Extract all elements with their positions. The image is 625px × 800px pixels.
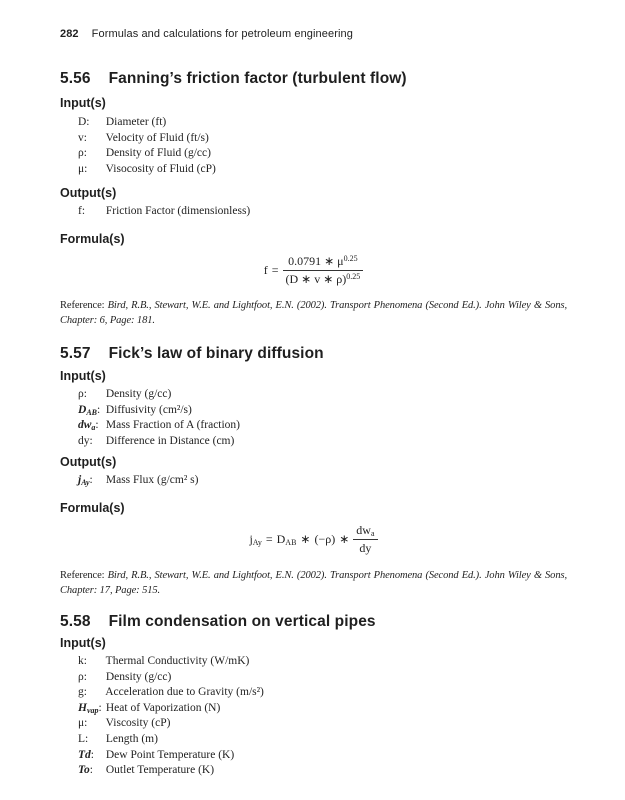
inputs-list (60, 115, 567, 177)
param-row (78, 654, 567, 670)
term-subscript: AB (285, 538, 297, 548)
param-row (78, 115, 567, 131)
outputs-label: Output(s) (60, 455, 117, 470)
formulas-label: Formula(s) (60, 500, 125, 515)
page-header (60, 28, 567, 40)
inputs-label: Input(s) (60, 635, 106, 650)
lhs-base: j (249, 532, 253, 547)
param-symbol (78, 473, 103, 489)
param-description: Mass Fraction of A (fraction) (105, 419, 241, 432)
section-5-56 (60, 69, 567, 328)
param-description: Viscosity (cP) (105, 717, 171, 730)
param-description: Diameter (ft) (105, 116, 167, 128)
section-title: Fick’s law of binary diffusion (108, 344, 324, 362)
param-symbol-colon: : (96, 403, 101, 416)
param-symbol-base: To (78, 764, 90, 777)
formulas-label: Formula(s) (60, 231, 125, 246)
fraction-numerator (353, 523, 377, 540)
section-5-58 (60, 612, 567, 779)
param-row (78, 146, 567, 162)
param-symbol-subscript: AB (86, 407, 97, 417)
param-row (78, 732, 567, 748)
param-symbol (78, 418, 103, 434)
reference-paragraph (60, 568, 567, 598)
fraction-denominator (283, 271, 364, 287)
multiply-operator: ∗ (339, 532, 350, 547)
param-symbol (78, 701, 103, 717)
numerator-exponent: 0.25 (343, 254, 358, 264)
section-title: Fanning’s friction factor (turbulent flow) (108, 70, 407, 87)
inputs-list (60, 654, 567, 779)
param-symbol (78, 763, 103, 779)
section-heading (60, 69, 567, 88)
param-description: Acceleration due to Gravity (m/s²) (105, 686, 264, 699)
param-description: Dew Point Temperature (K) (105, 748, 235, 761)
denominator-base: (D ∗ v ∗ ρ) (285, 272, 347, 287)
param-row (78, 131, 567, 147)
param-symbol-colon: : (98, 701, 102, 714)
param-row (78, 434, 567, 450)
param-symbol-subscript: a (91, 423, 96, 433)
equation-lhs: f (263, 263, 268, 278)
param-row (78, 418, 567, 434)
term-base: D (276, 532, 286, 547)
equals-sign: = (265, 532, 273, 547)
reference-paragraph (60, 298, 567, 328)
multiply-operator: ∗ (300, 532, 311, 547)
reference-label: Reference: (60, 299, 105, 311)
param-description: Length (m) (105, 732, 158, 745)
param-symbol-base: H (78, 701, 87, 714)
outputs-label: Output(s) (60, 186, 117, 201)
param-symbol-base: D: (78, 116, 90, 128)
param-symbol (78, 654, 103, 670)
param-symbol (78, 716, 103, 732)
equation (262, 254, 366, 287)
formula-ficks-law (60, 521, 567, 559)
inputs-list (60, 387, 567, 449)
outputs-list (60, 204, 567, 220)
fraction-numerator (283, 254, 364, 271)
section-heading (60, 612, 567, 631)
param-symbol (78, 403, 103, 419)
fraction (283, 254, 364, 287)
param-symbol (78, 204, 103, 220)
param-symbol (78, 387, 103, 403)
param-row (78, 204, 567, 220)
denominator-exponent: 0.25 (346, 272, 361, 282)
param-symbol-base: v: (78, 131, 87, 144)
param-symbol-base: k: (78, 654, 87, 667)
param-symbol-subscript: vap (86, 705, 99, 715)
param-symbol (78, 131, 103, 147)
formula-fanning-friction-factor (60, 252, 567, 290)
section-title: Film condensation on vertical pipes (108, 612, 376, 630)
param-symbol-base: μ: (78, 162, 88, 175)
param-symbol-base: dw (78, 419, 92, 432)
section-heading (60, 344, 567, 363)
param-symbol (78, 146, 103, 162)
param-description: Density (g/cc) (105, 387, 172, 400)
param-description: Density of Fluid (g/cc) (105, 147, 211, 160)
param-symbol-base: f: (78, 205, 86, 218)
reference-citation: Bird, R.B., Stewart, W.E. and Lightfoot, E.N. (2002). Transport Phenomena (Second Ed.). John Wiley & Sons, Chapter: 6, Page: 181. (60, 299, 567, 326)
param-symbol-colon: : (95, 419, 99, 432)
param-row (78, 701, 567, 717)
equation (247, 523, 379, 556)
param-row (78, 685, 567, 701)
param-symbol-base: ρ: (78, 670, 87, 683)
param-row (78, 473, 567, 489)
param-symbol-base: L: (78, 732, 89, 745)
param-row (78, 162, 567, 178)
param-symbol (78, 670, 103, 686)
reference-label: Reference: (60, 569, 105, 581)
param-symbol-base: ρ: (78, 387, 87, 400)
param-symbol-base: g: (78, 686, 87, 699)
term-diffusivity (277, 532, 297, 547)
param-description: Heat of Vaporization (N) (105, 701, 221, 714)
param-symbol-base: dy: (78, 434, 93, 447)
param-symbol (78, 748, 103, 764)
param-symbol-base: Td (78, 748, 91, 761)
param-symbol-colon: : (89, 474, 93, 487)
equation-lhs (249, 532, 261, 547)
param-row (78, 748, 567, 764)
param-row (78, 716, 567, 732)
param-symbol (78, 162, 103, 178)
fraction (353, 523, 377, 556)
running-title: Formulas and calculations for petroleum engineering (91, 28, 353, 40)
section-number: 5.58 (60, 612, 91, 630)
param-description: Difference in Distance (cm) (105, 434, 235, 447)
param-symbol (78, 685, 103, 701)
inputs-label: Input(s) (60, 368, 106, 383)
param-row (78, 387, 567, 403)
param-description: Outlet Temperature (K) (105, 764, 215, 777)
param-row (78, 670, 567, 686)
section-number: 5.57 (60, 344, 91, 362)
lhs-subscript: Ay (252, 538, 262, 548)
section-5-57 (60, 344, 567, 598)
param-symbol-base: j (78, 474, 82, 487)
param-symbol (78, 115, 103, 131)
param-description: Friction Factor (dimensionless) (105, 205, 251, 218)
param-symbol-base: D (78, 403, 87, 416)
param-description: Thermal Conductivity (W/mK) (105, 654, 250, 667)
page-number: 282 (60, 28, 79, 40)
param-symbol (78, 434, 103, 450)
inputs-label: Input(s) (60, 96, 106, 110)
reference-citation: Bird, R.B., Stewart, W.E. and Lightfoot, E.N. (2002). Transport Phenomena (Second Ed.). John Wiley & Sons, Chapter: 17, Page: 515. (60, 569, 567, 596)
param-symbol (78, 732, 103, 748)
equals-sign: = (271, 263, 279, 278)
param-description: Density (g/cc) (105, 670, 172, 683)
param-description: Diffusivity (cm²/s) (105, 403, 192, 416)
outputs-list (60, 473, 567, 489)
param-row (78, 763, 567, 779)
numerator-base: dw (356, 523, 371, 538)
param-description: Mass Flux (g/cm² s) (105, 474, 199, 487)
param-row (78, 403, 567, 419)
numerator-base: 0.0791 ∗ μ (288, 254, 344, 269)
param-symbol-colon: : (90, 748, 94, 761)
fraction-denominator: dy (359, 541, 372, 556)
param-symbol-base: μ: (78, 717, 88, 730)
param-description: Visocosity of Fluid (cP) (105, 162, 216, 175)
term-negative-density: (−ρ) (314, 532, 336, 547)
param-symbol-base: ρ: (78, 147, 87, 160)
numerator-subscript: a (370, 529, 375, 539)
param-symbol-colon: : (89, 764, 93, 777)
param-symbol-subscript: Ay (81, 478, 90, 488)
param-description: Velocity of Fluid (ft/s) (105, 131, 209, 144)
section-number: 5.56 (60, 70, 91, 87)
